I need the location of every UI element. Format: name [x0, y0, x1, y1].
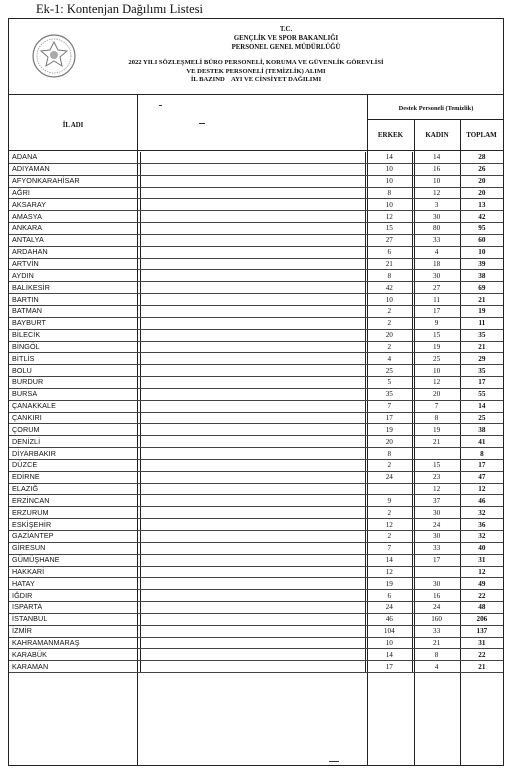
toplam-cell: 41 — [460, 436, 503, 448]
kadin-cell: 30 — [413, 578, 460, 590]
kadin-cell: 33 — [413, 234, 460, 246]
table-row — [9, 270, 503, 282]
il-name-cell: ELAZIĞ — [9, 483, 140, 495]
erkek-cell: 12 — [366, 211, 413, 223]
toplam-cell: 35 — [460, 329, 503, 341]
il-name-cell: BİLECİK — [9, 329, 140, 341]
toplam-cell: 47 — [460, 471, 503, 483]
table-row — [9, 566, 503, 578]
il-name-cell: BOLU — [9, 365, 140, 377]
erkek-cell: 2 — [366, 305, 413, 317]
table-row — [9, 625, 503, 637]
blank-cell — [140, 353, 365, 365]
toplam-cell: 8 — [460, 448, 503, 460]
table-row — [9, 412, 503, 424]
erkek-cell: 4 — [366, 353, 413, 365]
il-name-cell: ESKİŞEHİR — [9, 519, 140, 531]
blank-cell — [140, 495, 365, 507]
toplam-cell: 60 — [460, 234, 503, 246]
erkek-cell: 7 — [366, 400, 413, 412]
table-row — [9, 152, 503, 163]
column-group-header: Destek Personeli (Temizlik) — [398, 105, 474, 112]
header-block — [79, 25, 493, 52]
il-name-cell: HATAY — [9, 578, 140, 590]
column-header-il: İL ADI — [62, 122, 84, 129]
toplam-cell: 21 — [460, 294, 503, 306]
erkek-cell: 10 — [366, 199, 413, 211]
blank-cell — [140, 436, 365, 448]
title-line3: İL BAZIND AYI VE CİNSİYET DAĞILIMI — [190, 76, 322, 83]
erkek-cell: 42 — [366, 282, 413, 294]
il-name-cell: BATMAN — [9, 305, 140, 317]
il-name-cell: ADANA — [9, 152, 140, 163]
blank-cell — [140, 341, 365, 353]
toplam-cell: 55 — [460, 388, 503, 400]
toplam-cell: 17 — [460, 459, 503, 471]
kadin-cell: 3 — [413, 199, 460, 211]
table-row — [9, 483, 503, 495]
il-name-cell: BİNGÖL — [9, 341, 140, 353]
erkek-cell: 14 — [366, 152, 413, 163]
erkek-cell: 104 — [366, 625, 413, 637]
erkek-cell: 10 — [366, 637, 413, 649]
quota-table — [9, 152, 503, 673]
kadin-cell: 24 — [413, 602, 460, 614]
toplam-cell: 46 — [460, 495, 503, 507]
blank-cell — [140, 282, 365, 294]
il-name-cell: DENİZLİ — [9, 436, 140, 448]
blank-cell — [140, 602, 365, 614]
erkek-cell: 14 — [366, 649, 413, 661]
erkek-cell — [366, 483, 413, 495]
table-row — [9, 199, 503, 211]
blank-cell — [140, 519, 365, 531]
blank-cell — [140, 400, 365, 412]
blank-cell — [140, 613, 365, 625]
blank-cell — [140, 211, 365, 223]
il-name-cell: GAZİANTEP — [9, 531, 140, 543]
erkek-cell: 7 — [366, 542, 413, 554]
erkek-cell: 46 — [366, 613, 413, 625]
header-line1: T.C. — [279, 26, 293, 33]
kadin-cell: 30 — [413, 270, 460, 282]
toplam-cell: 29 — [460, 353, 503, 365]
il-name-cell: BALIKESİR — [9, 282, 140, 294]
il-name-cell: ISPARTA — [9, 602, 140, 614]
erkek-cell: 12 — [366, 519, 413, 531]
erkek-cell: 17 — [366, 412, 413, 424]
toplam-cell: 39 — [460, 258, 503, 270]
il-name-cell: ANKARA — [9, 223, 140, 235]
title-line1: 2022 YILI SÖZLEŞMELİ BÜRO PERSONELİ, KORUMA VE GÜVENLİK GÖREVLİSİ — [128, 59, 384, 66]
blank-cell — [140, 377, 365, 389]
blank-cell — [140, 507, 365, 519]
il-name-cell: AĞRI — [9, 187, 140, 199]
erkek-cell: 8 — [366, 187, 413, 199]
erkek-cell: 14 — [366, 554, 413, 566]
table-row — [9, 317, 503, 329]
blank-cell — [140, 412, 365, 424]
erkek-cell: 25 — [366, 365, 413, 377]
kadin-cell: 27 — [413, 282, 460, 294]
kadin-cell: 9 — [413, 317, 460, 329]
toplam-cell: 26 — [460, 163, 503, 175]
toplam-cell: 38 — [460, 424, 503, 436]
blank-cell — [140, 246, 365, 258]
kadin-cell: 19 — [413, 341, 460, 353]
group-divider — [367, 119, 503, 120]
il-name-cell: KARABÜK — [9, 649, 140, 661]
erkek-cell: 27 — [366, 234, 413, 246]
erkek-cell: 10 — [366, 163, 413, 175]
toplam-cell: 69 — [460, 282, 503, 294]
quota-table-frame — [8, 18, 504, 766]
blank-cell — [140, 270, 365, 282]
erkek-cell: 19 — [366, 578, 413, 590]
toplam-cell: 49 — [460, 578, 503, 590]
kadin-cell: 8 — [413, 649, 460, 661]
blank-cell — [140, 649, 365, 661]
column-header-divider — [9, 150, 503, 151]
table-row — [9, 294, 503, 306]
kadin-cell: 15 — [413, 329, 460, 341]
table-row — [9, 163, 503, 175]
table-row — [9, 175, 503, 187]
kadin-cell: 80 — [413, 223, 460, 235]
toplam-cell: 10 — [460, 246, 503, 258]
table-row — [9, 365, 503, 377]
table-row — [9, 554, 503, 566]
kadin-cell: 12 — [413, 377, 460, 389]
kadin-cell: 16 — [413, 590, 460, 602]
kadin-cell: 17 — [413, 305, 460, 317]
kadin-cell: 11 — [413, 294, 460, 306]
erkek-cell: 6 — [366, 246, 413, 258]
il-name-cell: İZMİR — [9, 625, 140, 637]
il-name-cell: AKSARAY — [9, 199, 140, 211]
il-name-cell: ÇANKIRI — [9, 412, 140, 424]
il-name-cell: AYDIN — [9, 270, 140, 282]
toplam-cell: 36 — [460, 519, 503, 531]
erkek-cell: 8 — [366, 448, 413, 460]
toplam-cell: 22 — [460, 649, 503, 661]
il-name-cell: KAHRAMANMARAŞ — [9, 637, 140, 649]
toplam-cell: 40 — [460, 542, 503, 554]
table-row — [9, 602, 503, 614]
il-name-cell: BARTIN — [9, 294, 140, 306]
toplam-cell: 21 — [460, 661, 503, 673]
kadin-cell: 16 — [413, 163, 460, 175]
kadin-cell: 12 — [413, 187, 460, 199]
toplam-cell: 48 — [460, 602, 503, 614]
erkek-cell: 9 — [366, 495, 413, 507]
table-row — [9, 234, 503, 246]
toplam-cell: 31 — [460, 637, 503, 649]
table-row — [9, 519, 503, 531]
il-name-cell: BİTLİS — [9, 353, 140, 365]
erkek-cell: 21 — [366, 258, 413, 270]
blank-cell — [140, 365, 365, 377]
table-row — [9, 246, 503, 258]
il-name-cell: ARDAHAN — [9, 246, 140, 258]
il-name-cell: ARTVİN — [9, 258, 140, 270]
blank-cell — [140, 294, 365, 306]
kadin-cell: 23 — [413, 471, 460, 483]
table-row — [9, 471, 503, 483]
kadin-cell: 18 — [413, 258, 460, 270]
il-name-cell: İSTANBUL — [9, 613, 140, 625]
kadin-cell: 33 — [413, 542, 460, 554]
table-row — [9, 258, 503, 270]
table-row — [9, 424, 503, 436]
column-header-toplam: TOPLAM — [466, 131, 497, 139]
blank-cell — [140, 187, 365, 199]
title-line2: VE DESTEK PERSONELİ (TEMİZLİK) ALIMI — [186, 67, 326, 75]
toplam-cell: 19 — [460, 305, 503, 317]
toplam-cell: 137 — [460, 625, 503, 637]
blank-cell — [140, 199, 365, 211]
smudge-mark — [159, 105, 162, 106]
kadin-cell: 12 — [413, 483, 460, 495]
kadin-cell — [413, 448, 460, 460]
table-row — [9, 649, 503, 661]
toplam-cell: 31 — [460, 554, 503, 566]
il-name-cell: ANTALYA — [9, 234, 140, 246]
erkek-cell: 19 — [366, 424, 413, 436]
header-line3: PERSONEL GENEL MÜDÜRLÜĞÜ — [231, 44, 341, 51]
kadin-cell: 4 — [413, 246, 460, 258]
erkek-cell: 10 — [366, 294, 413, 306]
toplam-cell: 38 — [460, 270, 503, 282]
toplam-cell: 20 — [460, 187, 503, 199]
toplam-cell: 32 — [460, 507, 503, 519]
erkek-cell: 2 — [366, 341, 413, 353]
smudge-mark — [329, 761, 339, 762]
table-row — [9, 341, 503, 353]
erkek-cell: 24 — [366, 602, 413, 614]
document-caption: Ek-1: Kontenjan Dağılımı Listesi — [36, 2, 203, 16]
blank-cell — [140, 424, 365, 436]
table-row — [9, 329, 503, 341]
il-name-cell: AMASYA — [9, 211, 140, 223]
blank-cell — [140, 661, 365, 673]
toplam-cell: 22 — [460, 590, 503, 602]
erkek-cell: 10 — [366, 175, 413, 187]
table-row — [9, 531, 503, 543]
erkek-cell: 2 — [366, 531, 413, 543]
il-name-cell: DÜZCE — [9, 459, 140, 471]
blank-cell — [140, 317, 365, 329]
il-name-cell: IĞDIR — [9, 590, 140, 602]
kadin-cell: 17 — [413, 554, 460, 566]
table-row — [9, 507, 503, 519]
table-row — [9, 187, 503, 199]
table-row — [9, 613, 503, 625]
erkek-cell: 20 — [366, 436, 413, 448]
blank-cell — [140, 566, 365, 578]
il-name-cell: ERZURUM — [9, 507, 140, 519]
table-row — [9, 388, 503, 400]
toplam-cell: 25 — [460, 412, 503, 424]
erkek-cell: 2 — [366, 507, 413, 519]
blank-cell — [140, 258, 365, 270]
erkek-cell: 2 — [366, 459, 413, 471]
erkek-cell: 5 — [366, 377, 413, 389]
toplam-cell: 35 — [460, 365, 503, 377]
kadin-cell: 33 — [413, 625, 460, 637]
blank-cell — [140, 578, 365, 590]
blank-cell — [140, 388, 365, 400]
kadin-cell: 15 — [413, 459, 460, 471]
blank-cell — [140, 554, 365, 566]
blank-cell — [140, 471, 365, 483]
il-name-cell: KARAMAN — [9, 661, 140, 673]
kadin-cell: 37 — [413, 495, 460, 507]
erkek-cell: 6 — [366, 590, 413, 602]
table-row — [9, 459, 503, 471]
kadin-cell: 21 — [413, 436, 460, 448]
kadin-cell: 24 — [413, 519, 460, 531]
erkek-cell: 17 — [366, 661, 413, 673]
blank-cell — [140, 305, 365, 317]
column-header-erkek: ERKEK — [377, 131, 404, 139]
blank-cell — [140, 175, 365, 187]
kadin-cell: 19 — [413, 424, 460, 436]
table-row — [9, 223, 503, 235]
blank-cell — [140, 483, 365, 495]
table-row — [9, 661, 503, 673]
table-row — [9, 436, 503, 448]
kadin-cell: 25 — [413, 353, 460, 365]
table-row — [9, 282, 503, 294]
table-row — [9, 211, 503, 223]
il-name-cell: DİYARBAKIR — [9, 448, 140, 460]
kadin-cell — [413, 566, 460, 578]
erkek-cell: 8 — [366, 270, 413, 282]
blank-cell — [140, 152, 365, 163]
kadin-cell: 160 — [413, 613, 460, 625]
table-row — [9, 353, 503, 365]
il-name-cell: BAYBURT — [9, 317, 140, 329]
blank-cell — [140, 531, 365, 543]
title-block — [9, 59, 503, 85]
kadin-cell: 14 — [413, 152, 460, 163]
toplam-cell: 14 — [460, 400, 503, 412]
toplam-cell: 206 — [460, 613, 503, 625]
header-line2: GENÇLİK VE SPOR BAKANLIĞI — [233, 35, 339, 42]
il-name-cell: BURDUR — [9, 377, 140, 389]
erkek-cell: 20 — [366, 329, 413, 341]
blank-cell — [140, 459, 365, 471]
erkek-cell: 24 — [366, 471, 413, 483]
table-row — [9, 400, 503, 412]
il-name-cell: ÇANAKKALE — [9, 400, 140, 412]
kadin-cell: 10 — [413, 175, 460, 187]
blank-cell — [140, 223, 365, 235]
kadin-cell: 8 — [413, 412, 460, 424]
il-name-cell: ÇORUM — [9, 424, 140, 436]
toplam-cell: 13 — [460, 199, 503, 211]
kadin-cell: 21 — [413, 637, 460, 649]
erkek-cell: 12 — [366, 566, 413, 578]
kadin-cell: 10 — [413, 365, 460, 377]
erkek-cell: 35 — [366, 388, 413, 400]
smudge-mark — [199, 123, 205, 124]
toplam-cell: 28 — [460, 152, 503, 163]
blank-cell — [140, 329, 365, 341]
kadin-cell: 30 — [413, 531, 460, 543]
il-name-cell: BURSA — [9, 388, 140, 400]
toplam-cell: 12 — [460, 566, 503, 578]
kadin-cell: 4 — [413, 661, 460, 673]
table-row — [9, 448, 503, 460]
toplam-cell: 95 — [460, 223, 503, 235]
table-row — [9, 637, 503, 649]
table-row — [9, 305, 503, 317]
blank-cell — [140, 625, 365, 637]
table-row — [9, 578, 503, 590]
toplam-cell: 17 — [460, 377, 503, 389]
table-row — [9, 495, 503, 507]
kadin-cell: 30 — [413, 507, 460, 519]
blank-cell — [140, 542, 365, 554]
toplam-cell: 12 — [460, 483, 503, 495]
il-name-cell: EDİRNE — [9, 471, 140, 483]
header-divider — [9, 94, 503, 95]
blank-cell — [140, 448, 365, 460]
il-name-cell: GİRESUN — [9, 542, 140, 554]
toplam-cell: 42 — [460, 211, 503, 223]
blank-cell — [140, 590, 365, 602]
il-name-cell: HAKKARİ — [9, 566, 140, 578]
il-name-cell: ADIYAMAN — [9, 163, 140, 175]
toplam-cell: 21 — [460, 341, 503, 353]
kadin-cell: 20 — [413, 388, 460, 400]
toplam-cell: 20 — [460, 175, 503, 187]
blank-cell — [140, 637, 365, 649]
blank-cell — [140, 234, 365, 246]
erkek-cell: 2 — [366, 317, 413, 329]
il-name-cell: GÜMÜŞHANE — [9, 554, 140, 566]
il-name-cell: ERZİNCAN — [9, 495, 140, 507]
table-row — [9, 377, 503, 389]
blank-cell — [140, 163, 365, 175]
toplam-cell: 32 — [460, 531, 503, 543]
kadin-cell: 7 — [413, 400, 460, 412]
erkek-cell: 15 — [366, 223, 413, 235]
il-name-cell: AFYONKARAHİSAR — [9, 175, 140, 187]
kadin-cell: 30 — [413, 211, 460, 223]
toplam-cell: 11 — [460, 317, 503, 329]
column-header-kadin: KADIN — [425, 131, 449, 139]
table-row — [9, 542, 503, 554]
table-row — [9, 590, 503, 602]
